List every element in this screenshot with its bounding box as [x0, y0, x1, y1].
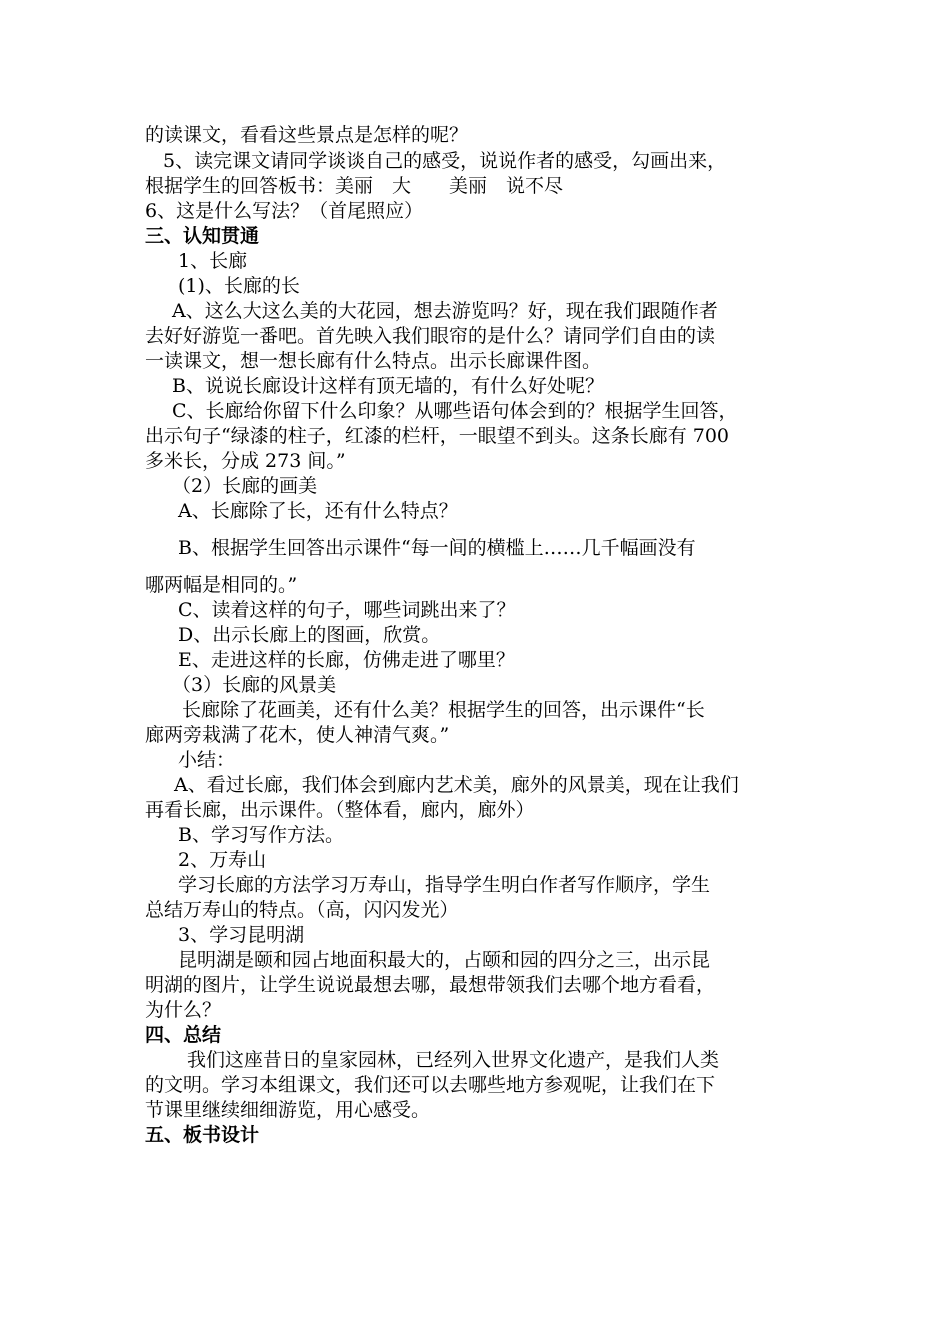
text-line: 5、读完课文请同学谈谈自己的感受，说说作者的感受，勾画出来，: [163, 150, 727, 172]
text-line: 小结：: [178, 749, 236, 771]
section-heading: 五、板书设计: [145, 1124, 260, 1146]
subsection-heading: 2、万寿山: [178, 849, 267, 871]
text-line: B、根据学生回答出示课件“每一间的横槛上……几千幅画没有: [178, 537, 696, 559]
text-line: 明湖的图片，让学生说说最想去哪，最想带领我们去哪个地方看看，: [145, 974, 716, 996]
text-line: A、长廊除了长，还有什么特点？: [178, 500, 458, 522]
text-line: 的读课文，看看这些景点是怎样的呢？: [145, 124, 469, 146]
subsection-heading: 3、学习昆明湖: [178, 924, 305, 946]
subsection-heading: （3）长廊的风景美: [172, 674, 337, 696]
text-line: C、长廊给你留下什么印象？从哪些语句体会到的？根据学生回答，: [172, 400, 738, 422]
text-line: C、读着这样的句子，哪些词跳出来了？: [178, 599, 516, 621]
text-line: 一读课文，想一想长廊有什么特点。出示长廊课件图。: [145, 350, 602, 372]
text-line: 根据学生的回答板书：美丽 大 美丽 说不尽: [145, 175, 564, 197]
subsection-heading: （2）长廊的画美: [172, 475, 318, 497]
text-line: 总结万寿山的特点。（高，闪闪发光）: [145, 899, 459, 921]
section-heading: 四、总结: [145, 1024, 222, 1046]
text-line: 昆明湖是颐和园占地面积最大的，占颐和园的四分之三，出示昆: [178, 949, 711, 971]
text-line: 6、这是什么写法？（首尾照应）: [145, 200, 424, 222]
text-line: 出示句子“绿漆的柱子，红漆的栏杆，一眼望不到头。这条长廊有 700: [145, 425, 730, 447]
text-line: 哪两幅是相同的。”: [145, 574, 298, 596]
section-heading: 三、认知贯通: [145, 225, 260, 247]
text-line: 再看长廊，出示课件。（整体看，廊内，廊外）: [145, 799, 535, 821]
text-line: 廊两旁栽满了花木，使人神清气爽。”: [145, 724, 450, 746]
text-line: A、看过长廊，我们体会到廊内艺术美，廊外的风景美，现在让我们: [174, 774, 739, 796]
text-line: B、学习写作方法。: [178, 824, 344, 846]
text-line: 长廊除了花画美，还有什么美？根据学生的回答，出示课件“长: [182, 699, 705, 721]
text-line: B、说说长廊设计这样有顶无墙的，有什么好处呢？: [172, 375, 604, 397]
text-line: 去好好游览一番吧。首先映入我们眼帘的是什么？请同学们自由的读: [145, 325, 716, 347]
subsection-heading: 1、长廊: [178, 250, 248, 272]
subsection-heading: (1)、长廊的长: [178, 275, 300, 297]
text-line: 为什么？: [145, 999, 222, 1021]
text-line: A、这么大这么美的大花园，想去游览吗？好，现在我们跟随作者: [172, 300, 718, 322]
text-line: 我们这座昔日的皇家园林，已经列入世界文化遗产，是我们人类: [187, 1049, 720, 1071]
text-line: E、走进这样的长廊，仿佛走进了哪里？: [178, 649, 515, 671]
text-line: 节课里继续细细游览，用心感受。: [145, 1099, 431, 1121]
text-line: D、出示长廊上的图画，欣赏。: [178, 624, 441, 646]
text-line: 学习长廊的方法学习万寿山，指导学生明白作者写作顺序，学生: [178, 874, 711, 896]
text-line: 多米长，分成 273 间。”: [145, 450, 346, 472]
text-line: 的文明。学习本组课文，我们还可以去哪些地方参观呢，让我们在下: [145, 1074, 716, 1096]
